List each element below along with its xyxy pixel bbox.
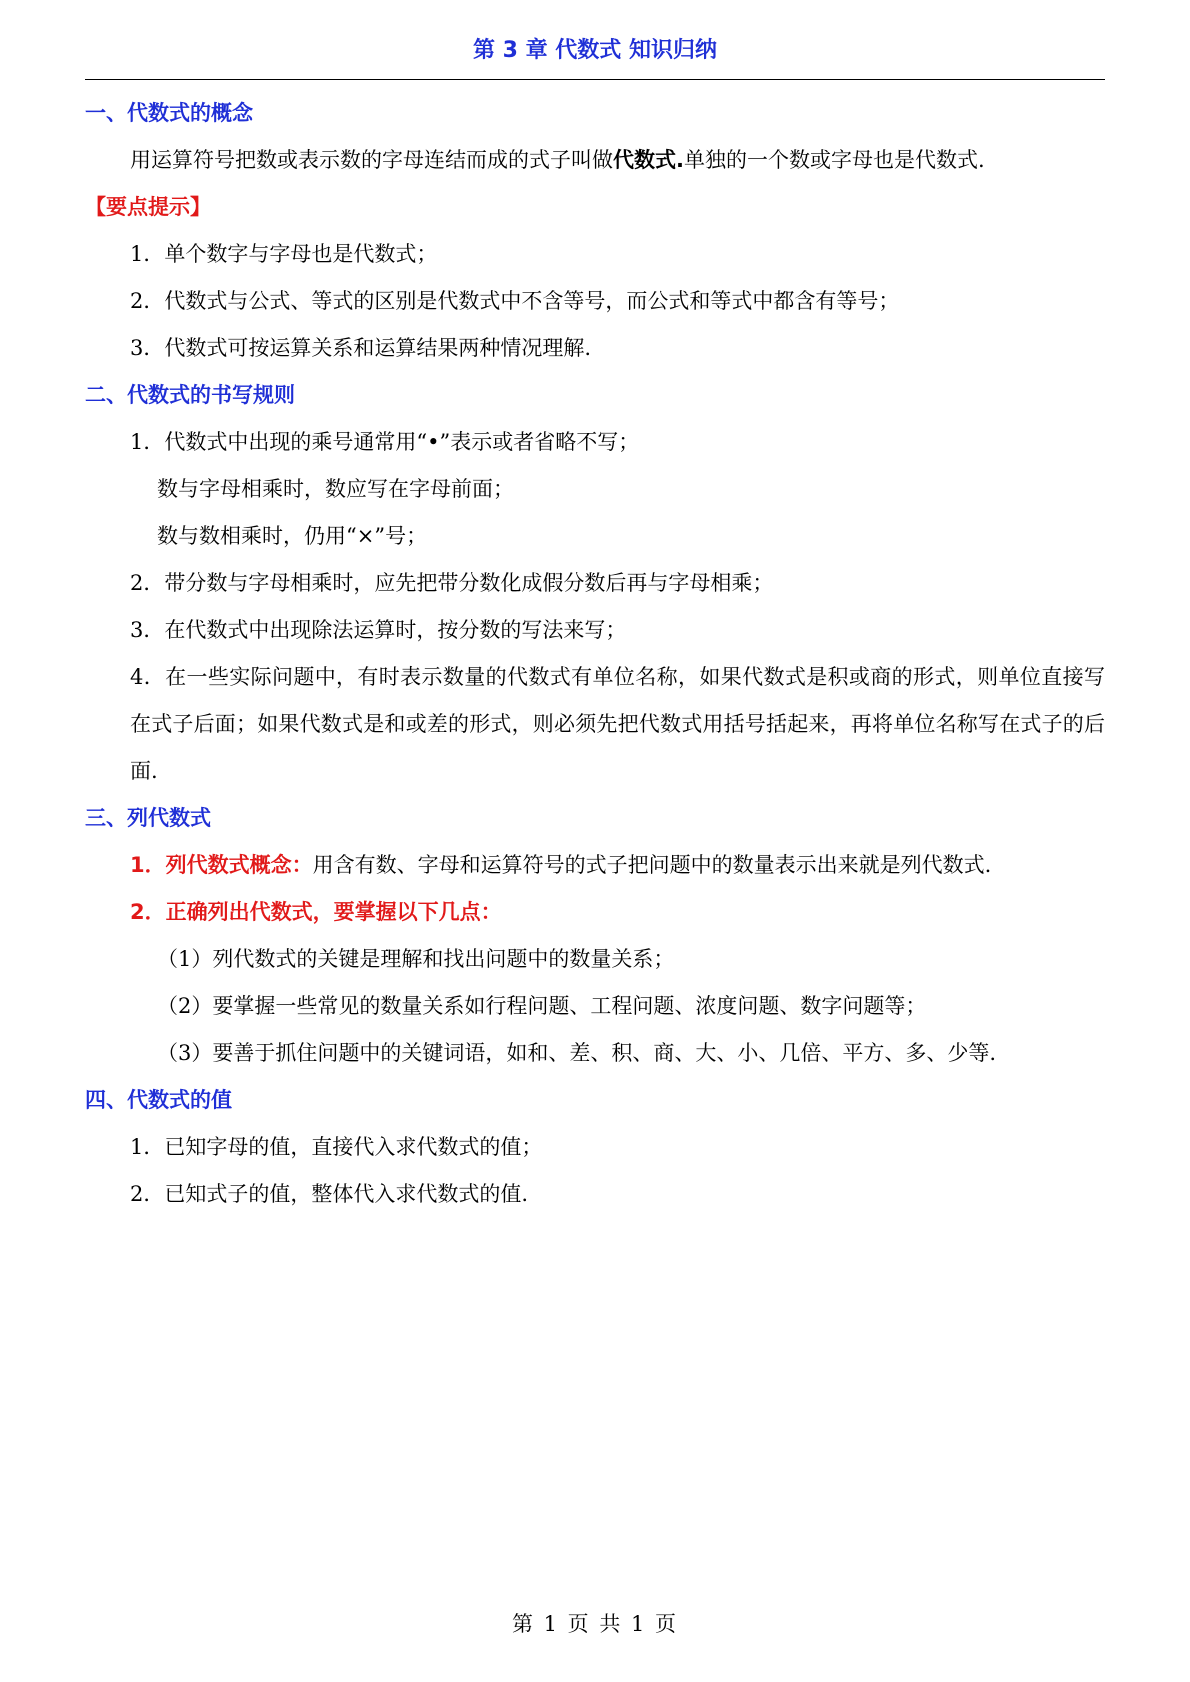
section-heading-value: 四、代数式的值 bbox=[85, 1088, 232, 1112]
forming-points-label: 2．正确列出代数式，要掌握以下几点： bbox=[130, 900, 502, 924]
value-item: 2．已知式子的值，整体代入求代数式的值. bbox=[130, 1182, 529, 1206]
rule-item: 2．带分数与字母相乘时，应先把带分数化成假分数后再与字母相乘； bbox=[130, 571, 774, 595]
value-item: 1．已知字母的值，直接代入求代数式的值； bbox=[130, 1135, 543, 1159]
definition-text-after: 单独的一个数或字母也是代数式. bbox=[683, 148, 985, 172]
rule-item-paragraph: 4．在一些实际问题中，有时表示数量的代数式有单位名称，如果代数式是积或商的形式，则单位直接写在式子后面；如果代数式是和或差的形式，则必须先把代数式用括号括起来，再将单位名称写在式子的后面. bbox=[130, 665, 1105, 783]
header-divider bbox=[85, 79, 1105, 80]
forming-point: （1）列代数式的关键是理解和找出问题中的数量关系； bbox=[157, 947, 675, 971]
rule-item: 1．代数式中出现的乘号通常用“•”表示或者省略不写； bbox=[130, 430, 640, 454]
section-heading-forming: 三、列代数式 bbox=[85, 806, 211, 830]
concept-definition bbox=[85, 137, 1105, 184]
tip-item: 1．单个数字与字母也是代数式； bbox=[130, 242, 438, 266]
tip-heading: 【要点提示】 bbox=[85, 195, 211, 219]
rule-item: 3．在代数式中出现除法运算时，按分数的写法来写； bbox=[130, 618, 627, 642]
section-heading-concept: 一、代数式的概念 bbox=[85, 101, 253, 125]
forming-concept bbox=[85, 842, 1105, 889]
tip-item: 2．代数式与公式、等式的区别是代数式中不含等号，而公式和等式中都含有等号； bbox=[130, 289, 900, 313]
forming-concept-label: 1．列代数式概念： bbox=[130, 853, 313, 877]
page-number: 第 1 页 共 1 页 bbox=[511, 1612, 679, 1636]
document-body bbox=[85, 90, 1105, 1218]
rule-subitem: 数与字母相乘时，数应写在字母前面； bbox=[157, 477, 514, 501]
definition-text-before: 用运算符号把数或表示数的字母连结而成的式子叫做 bbox=[130, 148, 613, 172]
forming-concept-text: 用含有数、字母和运算符号的式子把问题中的数量表示出来就是列代数式. bbox=[312, 853, 992, 877]
rule-subitem: 数与数相乘时，仍用“×”号； bbox=[157, 524, 428, 548]
page-title: 第 3 章 代数式 知识归纳 bbox=[473, 38, 717, 63]
forming-point: （3）要善于抓住问题中的关键词语，如和、差、积、商、大、小、几倍、平方、多、少等. bbox=[157, 1041, 997, 1065]
forming-point: （2）要掌握一些常见的数量关系如行程问题、工程问题、浓度问题、数字问题等； bbox=[157, 994, 927, 1018]
section-heading-writing-rules: 二、代数式的书写规则 bbox=[85, 383, 295, 407]
tip-item: 3．代数式可按运算关系和运算结果两种情况理解. bbox=[130, 336, 592, 360]
definition-term: 代数式. bbox=[613, 148, 684, 172]
